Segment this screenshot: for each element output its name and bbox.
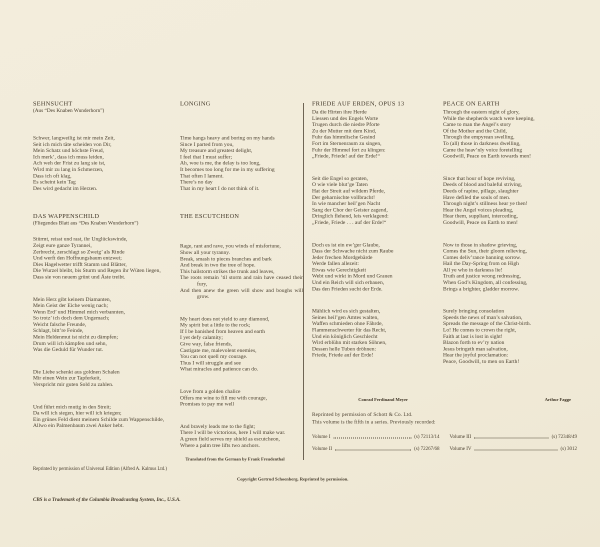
poem-line: Dringlich flehend, leis verklagend: (312, 213, 389, 220)
poem-line: Promises to pay me well (180, 401, 235, 408)
poem-stanzas (180, 243, 303, 448)
poem-line: Waffen schmieden ohne Fährde, (312, 320, 383, 327)
poem-line: Hear the Angel voices pleading, (443, 206, 514, 213)
poem-line: And then anew the green will show and boughs will grow. (180, 287, 303, 300)
poem-line: Came to man the Angel’s story (443, 121, 511, 128)
poem-stanzas (33, 135, 179, 192)
section-header (180, 100, 303, 108)
volume-label: Volume II (312, 446, 333, 452)
volume-list-right (450, 434, 578, 458)
poem-line: Liessen und des Engels Worte (312, 115, 379, 122)
poem-line: The roots remain ’til storm and rain have ceased their fury, (180, 274, 303, 287)
poem-line: Ein grünes Feld dient meinem Schilde zum Wappenschilde, (33, 416, 165, 423)
stanza (443, 242, 585, 292)
poem-line: Dass sie von neuem grünt und Äste treibt. (33, 273, 126, 280)
poem-line: Hail the Day-Spring from on High (443, 260, 519, 267)
catalog-number: (s) 72267/68 (414, 446, 440, 452)
poem-line: And bravely leads me to the fight; (180, 423, 256, 430)
poem-line: Der geharnischte vollbracht! (312, 194, 375, 201)
dot-leader (474, 438, 548, 439)
poem-line: Webt und wirkt in Mord und Grauen (312, 273, 393, 280)
poem-stanzas (443, 109, 585, 365)
column-friede-german (312, 100, 438, 359)
poem-line: While the shepherds watch were keeping, (443, 115, 535, 122)
poem-line: Fuhr der Himmel fort zu klingen: (312, 146, 386, 153)
column-sehnsucht-german (33, 100, 179, 429)
poem-line: Die Wurzel bleibt, bis Sturm und Regen ihr Wüten liegen, (33, 267, 161, 274)
poem-line: Goodwill, Peace on Earth to men! (443, 219, 518, 226)
catalog-number: (s) 3012 (560, 446, 577, 452)
translator-credit: Translated from the German by Frank Freudenthal (185, 456, 285, 462)
poem-line: Jesus bringeth man salvation, (443, 345, 508, 352)
poem-line: Trugen durch die niedre Pforte (312, 121, 380, 128)
poem-line: Where a palm tree lifts two anchors. (180, 442, 260, 449)
poem-line: My heart does not yield to any diamond, (180, 315, 270, 322)
poem-line: Jeder frechen Mordgebärde (312, 254, 373, 261)
stanza (33, 296, 179, 353)
poem-line: Peace, Goodwill, to men on Earth! (443, 358, 520, 365)
poem-line: I feel that I must suffer; (180, 153, 232, 160)
poem-line: Werde fallen allezeit: (312, 260, 359, 267)
schott-permission-note: Reprinted by permission of Schott & Co. Ltd. (312, 412, 413, 418)
poem-line: Fuhr das himmlische Gesind (312, 134, 376, 141)
poem-title: PEACE ON EARTH (443, 100, 500, 107)
poem-line: Offers me wine to fill me with courage, (180, 394, 267, 401)
poem-line: Ach weh der Frist zu lang sie ist, (33, 160, 106, 167)
poem-line: When God’s Kingdom, all confessing, (443, 279, 528, 286)
poem-line: „Friede, Friede! auf der Erde!“ (312, 153, 380, 160)
poem-line: Deeds of blood and baleful striving, (443, 181, 523, 188)
dot-leader (333, 438, 411, 439)
poem-line: Die Liebe schenkt aus goldnen Schalen (33, 368, 120, 375)
poem-line: Spreads the message of the Christ-birth. (443, 320, 531, 327)
stanza (33, 236, 179, 280)
poem-subtitle: (Aus “Des Knaben Wunderhorn”) (33, 108, 105, 114)
poem-line: Now to those in shadow grieving, (443, 241, 518, 248)
section-header (180, 213, 303, 221)
poem-line: Love from a golden chalice (180, 388, 241, 395)
poem-line: Da die Hirten ihre Herde (312, 109, 367, 115)
poem-stanzas (33, 236, 179, 429)
catalog-number: (s) 72348/49 (551, 434, 577, 440)
poem-line: Castigate me, malevolent enemies, (180, 347, 257, 354)
stanza (180, 423, 303, 448)
poem-line: Allwo ein Palmenbaum zwei Anker hebt. (33, 422, 124, 429)
dot-leader (335, 450, 411, 451)
poem-line: Stürmt, reisst und rast, ihr Unglückswinde, (33, 236, 128, 243)
stanza (312, 109, 438, 159)
poem-line: So trotz’ ich doch dem Ungemach; (33, 315, 110, 322)
poem-line: Da will ich siegen, hier will ich kriegen; (33, 410, 122, 417)
poem-line: Since that hour of hope reviving, (443, 175, 516, 182)
poem-line: I yet defy calamity; (180, 334, 223, 341)
universal-edition-note: Reprinted by permission of Universal Edition (Alfred A. Kalmus Ltd.) (33, 466, 167, 472)
poem-line: Drum will ich kämpfen und sehn, (33, 340, 107, 347)
poem-line: Und werft den Hoffnungsbaum entzwei; (33, 255, 122, 262)
poem-line: And break in two the tree of hope. (180, 262, 256, 269)
poem-stanzas (312, 109, 438, 359)
series-block (312, 411, 577, 458)
section-header (312, 100, 438, 108)
volume-label: Volume III (449, 434, 472, 440)
volume-row (450, 446, 578, 452)
poem-line: Comes the Sun, their gloom relieving, (443, 248, 527, 255)
poem-title: THE ESCUTCHEON (180, 212, 240, 220)
section-header (33, 100, 179, 115)
poem-line: Zerbrecht, zerschlagt so Zweig’ als Rinde (33, 248, 125, 255)
poem-title: LONGING (180, 100, 211, 107)
poem-line: Und führt mich mutig in den Streit; (33, 403, 111, 410)
volume-label: Volume I (312, 434, 331, 440)
poem-line: Hat der Streit auf wildem Pferde, (312, 187, 386, 194)
volume-row (312, 434, 440, 440)
stanza (443, 109, 585, 159)
poem-line: Dessen helle Tuben dröhnen: (312, 345, 377, 352)
poem-line: Zu der Mutter mit dem Kind, (312, 127, 377, 134)
poem-line: Have defiled the souls of men. (443, 194, 511, 201)
poem-line: Mir einen Wein zur Tapferkeit, (33, 375, 101, 382)
poem-title: DAS WAPPENSCHILD (33, 212, 100, 220)
poem-line: Hear them, suppliant, interceding, (443, 213, 518, 220)
copyright-note: Copyright Gertrud Schoenberg. Reprinted by permission. (237, 476, 349, 482)
poem-line: Dass ich oft klag, (33, 172, 72, 179)
poem-line: Mein Herz gibt keinem Diamanten, (33, 296, 112, 303)
stanza (312, 175, 438, 225)
poem-line: There’s no day (180, 179, 213, 186)
author-credit-fagge: Arthur Fagge (544, 397, 571, 402)
poem-line: Speeds the news of man’s salvation, (443, 314, 523, 321)
poem-line: Mein Schatz und höchste Freud, (33, 147, 105, 154)
poem-line: O wie viele blut’ge Taten (312, 181, 368, 188)
poem-line: Blazon forth to ev’ry nation (443, 339, 505, 346)
stanza (33, 404, 179, 429)
stanza (180, 135, 303, 192)
poem-line: Weicht falsche Freunde, (33, 321, 87, 328)
poem-line: Dies Hagelwetter trifft Stamm und Blätter, (33, 261, 127, 268)
poem-line: Came the heav’nly voice foretelling (443, 146, 523, 153)
stanza (312, 308, 438, 358)
poem-line: Zeigt eure ganze Tyrannei, (33, 242, 92, 249)
poem-line: Seit ich mich täte scheiden von Dir, (33, 141, 112, 148)
poem-line: Sang der Chor der Geister zagend, (312, 206, 388, 213)
stanza (180, 316, 303, 373)
poem-line: Schlagt, bitt’re Feinde, (33, 327, 84, 334)
poem-line: It becomes too long for me in my suffering (180, 166, 275, 173)
poem-line: You can not quell my courage. (180, 353, 248, 360)
cbs-trademark-note: CBS is a Trademark of the Columbia Broadcasting System, Inc., U.S.A. (33, 497, 181, 503)
catalog-number: (s) 72113/14 (414, 434, 440, 440)
poem-line: Wenn Erd’ und Himmel mich verbannten, (33, 308, 126, 315)
poem-line: Seines heil’gen Amtes walten, (312, 314, 379, 321)
poem-line: Wird erblühn mit starken Söhnen, (312, 339, 387, 346)
poem-line: Es scheint kein Tag (33, 179, 76, 186)
poem-line: Goodwill, Peace on Earth towards men! (443, 153, 531, 160)
poem-line: Brings a brighter, gladder morrow. (443, 285, 520, 292)
poem-line: Truth and justice wrong redressing, (443, 273, 521, 280)
poem-line: Lo! He comes to crown the right, (443, 327, 517, 334)
poem-line: Since I parted from you, (180, 141, 234, 148)
poem-line: Seit die Engel so geraten, (312, 175, 369, 182)
poem-line: Verspricht mir guten Sold zu zahlen. (33, 381, 114, 388)
poem-line: Break, smash to pieces branches and bark (180, 255, 272, 262)
poem-line: Hear the joyful proclamation: (443, 352, 509, 359)
poem-line: Dass der Schwache nicht zum Raube (312, 248, 394, 255)
volume-row (312, 446, 440, 452)
poem-line: Das den Frieden sucht der Erde. (312, 285, 383, 292)
poem-line: Deeds of rapine, pillage, slaughter (443, 187, 519, 194)
section-header (33, 213, 179, 228)
poem-line: This hailstorm strikes the trunk and leaves, (180, 268, 275, 275)
poem-line: Doch es ist ein ew’ger Glaube, (312, 241, 380, 248)
volume-label: Volume IV (449, 446, 472, 452)
column-longing-english (180, 100, 303, 449)
poem-line: Show all your tyranny. (180, 249, 231, 256)
column-peace-english (443, 100, 585, 365)
stanza (180, 389, 303, 408)
poem-title: SEHNSUCHT (33, 100, 73, 107)
poem-line: If I be banished from heaven and earth (180, 328, 266, 335)
poem-line: To (all) those in darkness dwelling, (443, 140, 521, 147)
poem-line: Und ein königlich Geschlecht (312, 333, 378, 340)
dot-leader (474, 450, 557, 451)
poem-line: Thus I will struggle and see (180, 359, 241, 366)
poem-line: Fort im Sternenraum zu singen, (312, 140, 382, 147)
poem-line: Of the Mother and the Child, (443, 127, 507, 134)
column-divider-rule (303, 103, 304, 460)
poem-line: Mein Heldenmut ist nicht zu dämpfen; (33, 334, 119, 341)
author-credit-meyer: Conrad Ferdinand Meyer (358, 397, 408, 402)
poem-line: Schwer, langweilig ist mir mein Zeit, (33, 135, 115, 141)
poem-line: „Friede, Friede . . . auf der Erde!“ (312, 219, 387, 226)
poem-line: Und ein Reich will sich erbauen, (312, 279, 385, 286)
poem-line: Etwas wie Gerechtigkeit (312, 266, 367, 273)
stanza (312, 242, 438, 292)
poem-line: Through the eastern night of glory, (443, 109, 520, 115)
stanza (443, 308, 585, 365)
poem-line: My treasure and greatest delight, (180, 147, 253, 154)
poem-line: Comes deliv’rance banning sorrow. (443, 254, 522, 261)
poem-line: Flammenschwerter für das Recht, (312, 327, 387, 334)
poem-line: What miracles and patience can do. (180, 366, 259, 373)
poem-line: Mein Geist der Eiche wenig nach; (33, 302, 108, 309)
poem-line: Mählich wird es sich gestalten, (312, 308, 381, 315)
poem-line: Des wird gedacht im Herzen. (33, 185, 98, 192)
poem-line: Wird mir zu lang in Schmerzen, (33, 166, 104, 173)
poem-title: FRIEDE AUF ERDEN, OPUS 13 (312, 100, 405, 107)
stanza (33, 369, 179, 388)
poem-subtitle: (Fliegendes Blatt aus “Des Knaben Wunderhorn”) (33, 220, 139, 227)
stanza (443, 175, 585, 225)
section-header (443, 100, 585, 108)
poem-stanzas (180, 135, 303, 192)
poem-line: Time hangs heavy and boring on my hands (180, 135, 275, 141)
poem-line: All ye who in darkness lie! (443, 266, 503, 273)
poem-line: Through the empyrean swelling, (443, 134, 515, 141)
poem-line: Was die Geduld für Wunder tut. (33, 346, 104, 353)
poem-line: In wie mancher heil’gen Nacht (312, 200, 381, 207)
poem-line: Ah, woe is me, the delay is too long, (180, 160, 261, 167)
poem-line: My spirit but a little to the rock; (180, 322, 251, 329)
series-note: This volume is the fifth in a series. Previously recorded: (312, 419, 436, 425)
poem-line: Friede, Friede auf der Erde! (312, 352, 374, 359)
stanza (33, 135, 179, 192)
poem-line: That in my heart I do not think of it. (180, 185, 260, 192)
volume-list-left (312, 434, 440, 458)
poem-line: Rage, rant and rave, you winds of misfortune, (180, 243, 281, 250)
poem-line: Give way, false friends, (180, 341, 233, 348)
volume-row (450, 434, 578, 440)
poem-line: Ich merk’, dass ich muss leiden, (33, 153, 104, 160)
poem-line: Surely bringing consolation (443, 308, 505, 315)
poem-line: Faith at last is lost in sight! (443, 333, 503, 340)
volume-list (312, 434, 577, 458)
poem-line: There I will be victorious, here I will make war. (180, 429, 286, 436)
stanza (180, 243, 303, 300)
poem-line: That often I lament. (180, 172, 224, 179)
poem-line: Through night’s stillness hear ye then! (443, 200, 528, 207)
poem-line: A green field serves my shield as escutcheon, (180, 436, 280, 442)
